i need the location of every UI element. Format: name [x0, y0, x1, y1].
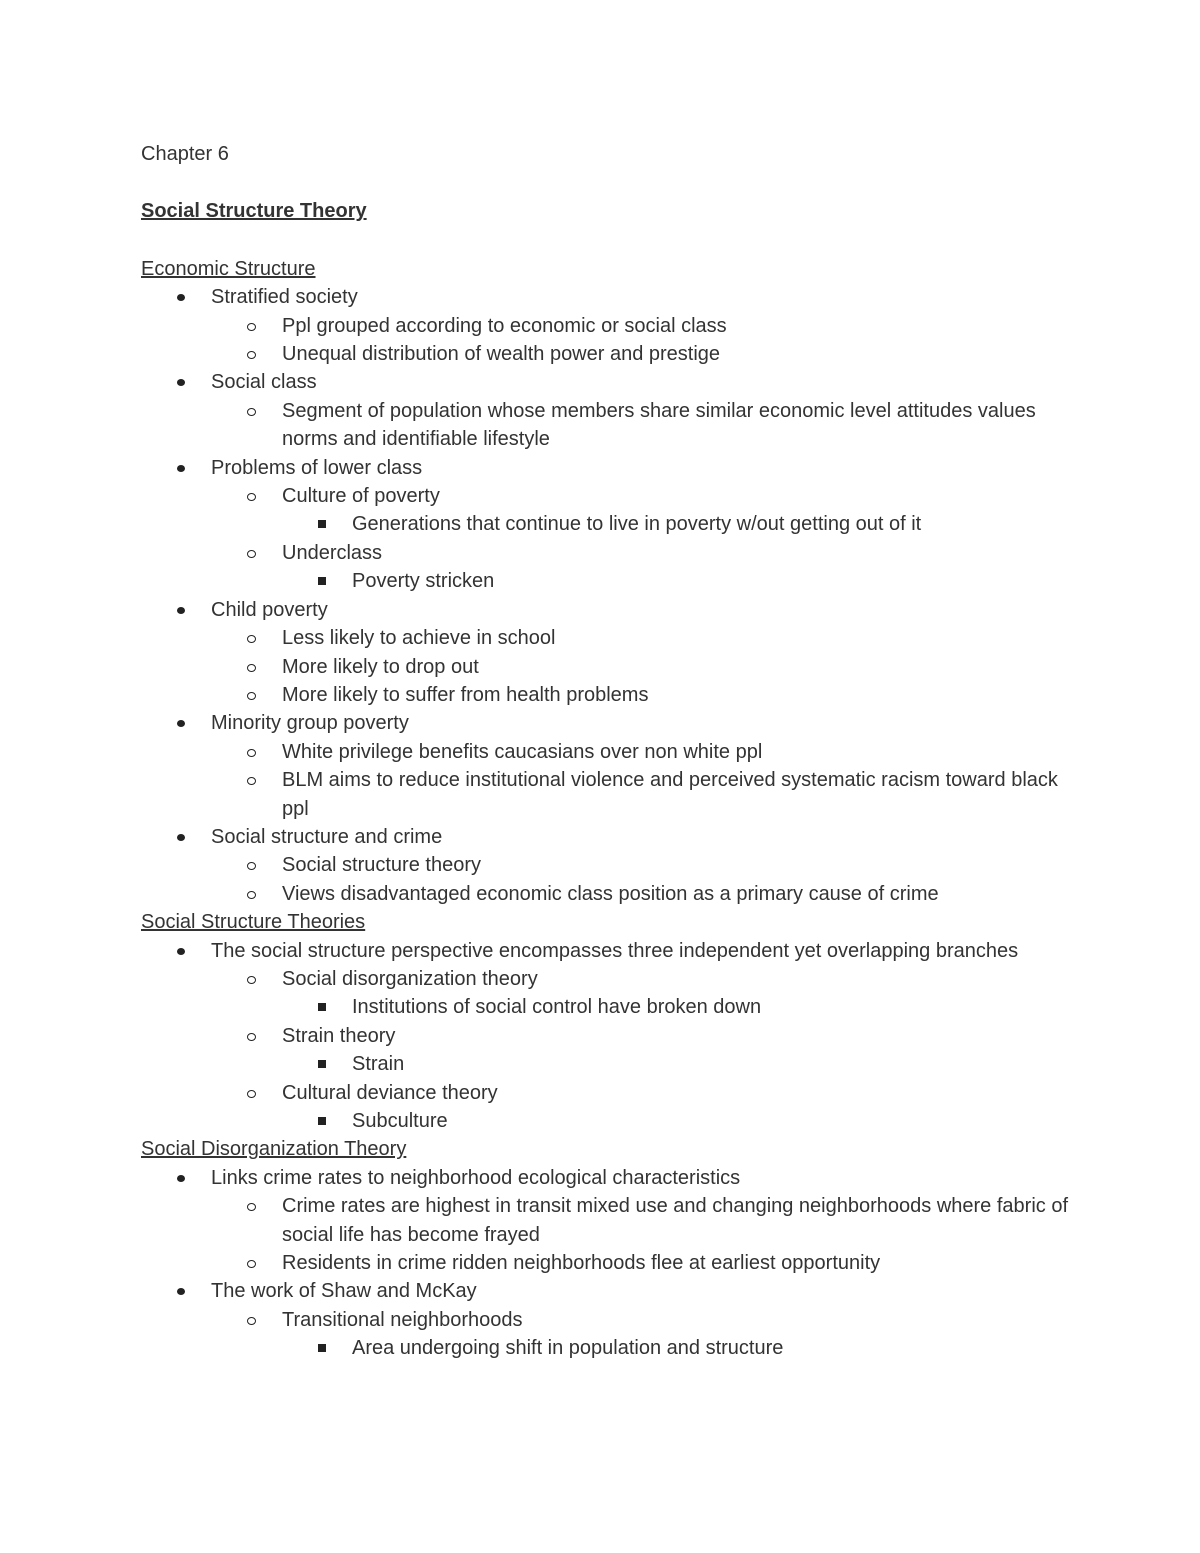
- list-item-text: BLM aims to reduce institutional violence and perceived systematic racism toward black ppl: [282, 769, 1058, 820]
- list-item-text: Area undergoing shift in population and structure: [352, 1337, 784, 1360]
- filled-circle-bullet-icon: [177, 834, 185, 841]
- section-heading: Social Structure Theories: [141, 911, 366, 934]
- list-item-text: Institutions of social control have broken down: [352, 996, 762, 1019]
- list-item-text: Poverty stricken: [352, 570, 495, 593]
- list-item: [141, 482, 1081, 510]
- list-item: [141, 993, 1081, 1021]
- list-item: [141, 1079, 1081, 1107]
- section-heading: Social Disorganization Theory: [141, 1138, 407, 1161]
- list-item-text: The social structure perspective encompasses three independent yet overlapping branches: [211, 939, 1019, 962]
- list-item: [141, 823, 1081, 851]
- hollow-circle-bullet-icon: [247, 976, 256, 984]
- list-item-text: More likely to drop out: [282, 655, 479, 678]
- bullet-list: [141, 283, 1081, 908]
- hollow-circle-bullet-icon: [247, 1033, 256, 1041]
- list-item-text: Cultural deviance theory: [282, 1081, 498, 1104]
- list-item: [141, 1306, 1081, 1334]
- list-item: [141, 312, 1081, 340]
- list-item-text: Links crime rates to neighborhood ecological characteristics: [211, 1166, 741, 1189]
- filled-circle-bullet-icon: [177, 948, 185, 955]
- list-item: [141, 1334, 1081, 1362]
- hollow-circle-bullet-icon: [247, 323, 256, 331]
- list-item-text: Segment of population whose members share similar economic level attitudes values norms and identifiable lifestyle: [282, 399, 1036, 451]
- spacer: [141, 168, 1081, 197]
- list-item: [141, 567, 1081, 595]
- list-item: [141, 766, 1081, 823]
- hollow-circle-bullet-icon: [247, 862, 256, 870]
- spacer: [141, 226, 1081, 255]
- filled-circle-bullet-icon: [177, 607, 185, 614]
- list-item: [141, 851, 1081, 879]
- hollow-circle-bullet-icon: [247, 493, 256, 501]
- hollow-circle-bullet-icon: [247, 777, 256, 785]
- list-item-text: Social structure and crime: [211, 825, 443, 848]
- list-item-text: Less likely to achieve in school: [282, 627, 556, 650]
- list-item: [141, 397, 1081, 454]
- hollow-circle-bullet-icon: [247, 635, 256, 643]
- list-item: [141, 738, 1081, 766]
- filled-circle-bullet-icon: [177, 1288, 185, 1295]
- list-item: [141, 283, 1081, 311]
- list-item-text: The work of Shaw and McKay: [211, 1280, 477, 1303]
- square-bullet-icon: [318, 1060, 326, 1068]
- list-item: [141, 1107, 1081, 1135]
- hollow-circle-bullet-icon: [247, 1090, 256, 1098]
- list-item-text: Views disadvantaged economic class position as a primary cause of crime: [282, 882, 939, 905]
- list-item: [141, 539, 1081, 567]
- list-item: [141, 1050, 1081, 1078]
- list-item: [141, 681, 1081, 709]
- filled-circle-bullet-icon: [177, 1175, 185, 1182]
- hollow-circle-bullet-icon: [247, 1317, 256, 1325]
- list-item: [141, 340, 1081, 368]
- chapter-label: Chapter 6: [141, 143, 229, 165]
- hollow-circle-bullet-icon: [247, 1260, 256, 1268]
- list-item-text: Culture of poverty: [282, 485, 440, 508]
- document-content: [141, 140, 1081, 1363]
- list-item-text: Subculture: [352, 1110, 448, 1132]
- square-bullet-icon: [318, 577, 326, 585]
- square-bullet-icon: [318, 1344, 326, 1352]
- hollow-circle-bullet-icon: [247, 891, 256, 899]
- list-item-text: Child poverty: [211, 598, 328, 621]
- square-bullet-icon: [318, 1117, 326, 1125]
- list-item: [141, 368, 1081, 396]
- list-item-text: Problems of lower class: [211, 456, 423, 479]
- list-item: [141, 709, 1081, 737]
- list-item-text: Strain: [352, 1053, 405, 1076]
- list-item: [141, 937, 1081, 965]
- hollow-circle-bullet-icon: [247, 664, 256, 672]
- hollow-circle-bullet-icon: [247, 408, 256, 416]
- list-item-text: Social structure theory: [282, 854, 481, 877]
- bullet-list: [141, 937, 1081, 1136]
- hollow-circle-bullet-icon: [247, 550, 256, 558]
- section-heading: Economic Structure: [141, 257, 316, 280]
- list-item-text: Minority group poverty: [211, 712, 409, 735]
- filled-circle-bullet-icon: [177, 465, 185, 472]
- list-item: [141, 880, 1081, 908]
- list-item: [141, 1192, 1081, 1249]
- filled-circle-bullet-icon: [177, 720, 185, 727]
- list-item-text: Crime rates are highest in transit mixed use and changing neighborhoods where fabric of social life has become frayed: [282, 1195, 1068, 1246]
- filled-circle-bullet-icon: [177, 379, 185, 386]
- list-item-text: Underclass: [282, 541, 383, 564]
- list-item-text: Transitional neighborhoods: [282, 1308, 523, 1331]
- bullet-list: [141, 1164, 1081, 1363]
- list-item-text: Strain theory: [282, 1024, 396, 1047]
- hollow-circle-bullet-icon: [247, 351, 256, 359]
- list-item: [141, 1022, 1081, 1050]
- list-item-text: Unequal distribution of wealth power and prestige: [282, 343, 721, 366]
- list-item: [141, 1249, 1081, 1277]
- list-item: [141, 454, 1081, 482]
- hollow-circle-bullet-icon: [247, 749, 256, 757]
- page-title: Social Structure Theory: [141, 200, 367, 223]
- list-item-text: Generations that continue to live in poverty w/out getting out of it: [352, 513, 922, 536]
- list-item: [141, 653, 1081, 681]
- list-item: [141, 596, 1081, 624]
- notes-sections: [141, 255, 1081, 1363]
- hollow-circle-bullet-icon: [247, 692, 256, 700]
- list-item: [141, 510, 1081, 538]
- list-item-text: Social disorganization theory: [282, 967, 538, 990]
- square-bullet-icon: [318, 1003, 326, 1011]
- list-item-text: Ppl grouped according to economic or social class: [282, 314, 727, 337]
- list-item-text: More likely to suffer from health problems: [282, 683, 649, 706]
- list-item-text: Social class: [211, 371, 317, 394]
- list-item-text: White privilege benefits caucasians over non white ppl: [282, 740, 763, 763]
- square-bullet-icon: [318, 520, 326, 528]
- list-item: [141, 965, 1081, 993]
- list-item-text: Stratified society: [211, 286, 358, 309]
- list-item: [141, 624, 1081, 652]
- list-item: [141, 1164, 1081, 1192]
- filled-circle-bullet-icon: [177, 294, 185, 301]
- list-item-text: Residents in crime ridden neighborhoods flee at earliest opportunity: [282, 1252, 881, 1275]
- list-item: [141, 1277, 1081, 1305]
- hollow-circle-bullet-icon: [247, 1203, 256, 1211]
